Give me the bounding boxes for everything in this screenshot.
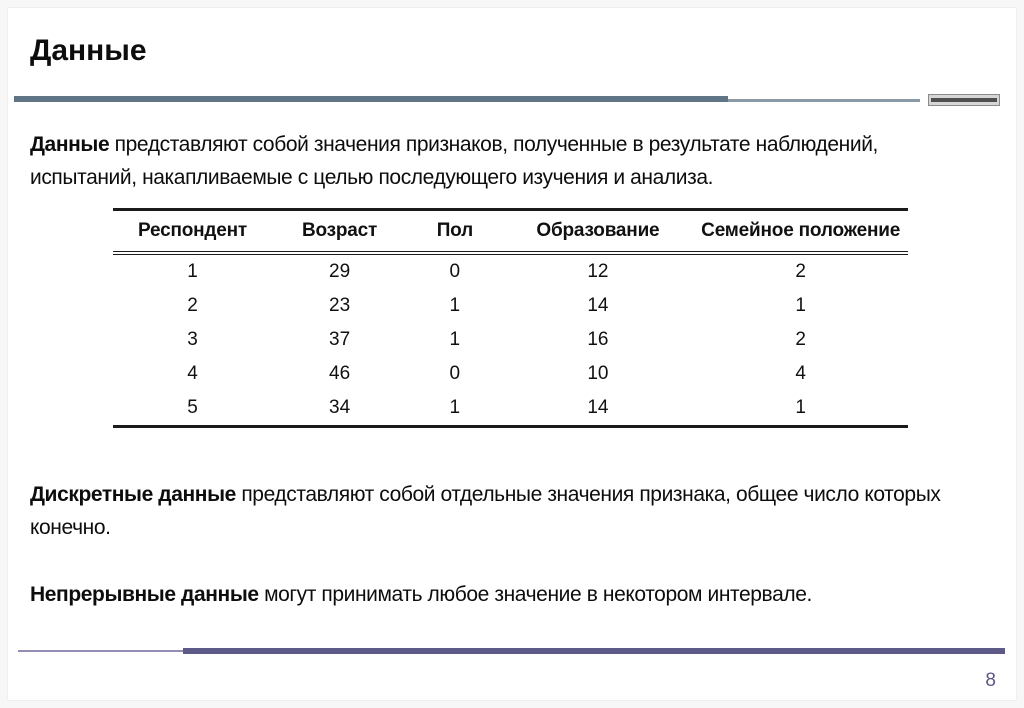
- table-cell: 2: [187, 295, 198, 316]
- table-cell: 2: [795, 329, 806, 350]
- table-cell: 4: [795, 363, 806, 384]
- column-header-marital-status: Семейное положение: [693, 210, 908, 254]
- table-cell: 2: [795, 261, 806, 282]
- table-row: [113, 391, 908, 427]
- table-cell: 1: [449, 397, 461, 418]
- header-rule-thin: [728, 99, 920, 102]
- table-cell: 1: [795, 397, 806, 418]
- table-cell: 0: [449, 363, 461, 384]
- page-number: 8: [985, 670, 996, 691]
- header-accent-box-bar: [931, 98, 997, 102]
- table-cell: 3: [187, 329, 198, 350]
- header-rule-thick: [14, 96, 728, 102]
- table-cell: 16: [587, 329, 609, 350]
- table-cell: 5: [187, 397, 198, 418]
- table-cell: 10: [587, 363, 609, 384]
- table-cell: 1: [449, 329, 461, 350]
- table-cell: 1: [795, 295, 806, 316]
- paragraph-lead-bold: Данные: [30, 133, 110, 156]
- table-head: [113, 210, 908, 254]
- table-header-row: [113, 210, 908, 254]
- column-header-age: Возраст: [272, 210, 407, 254]
- paragraph-data-definition: [30, 128, 985, 194]
- table-cell: 4: [187, 363, 198, 384]
- column-header-education: Образование: [503, 210, 694, 254]
- respondents-table: [113, 208, 908, 428]
- table-row: [113, 289, 908, 323]
- table-body: [113, 253, 908, 427]
- table-cell: 29: [329, 261, 351, 282]
- table-cell: 23: [329, 295, 351, 316]
- table-cell: 34: [329, 397, 351, 418]
- paragraph-lead-bold: Дискретные данные: [30, 483, 236, 506]
- footer-rule-thick: [183, 648, 1005, 654]
- paragraph-text: представляют собой отдельные значения признака, общее число которых конечно.: [30, 483, 941, 539]
- paragraph-discrete-data: [30, 478, 985, 544]
- table-cell: 46: [329, 363, 351, 384]
- paragraph-text: представляют собой значения признаков, полученные в результате наблюдений, испытаний, накапливаемые с целью последующего изучения и анализа.: [30, 133, 878, 189]
- column-header-sex: Пол: [407, 210, 502, 254]
- table-cell: 14: [587, 397, 609, 418]
- table-row: [113, 357, 908, 391]
- paragraph-text: могут принимать любое значение в некотором интервале.: [258, 583, 812, 606]
- table-cell: 1: [187, 261, 198, 282]
- table-cell: 0: [449, 261, 461, 282]
- footer-rule-thin: [18, 650, 183, 652]
- table-cell: 12: [587, 261, 609, 282]
- table-cell: 1: [449, 295, 461, 316]
- table-cell: 14: [587, 295, 609, 316]
- table-row: [113, 323, 908, 357]
- respondents-table-wrap: [113, 208, 908, 428]
- table-row: [113, 253, 908, 289]
- column-header-respondent: Респондент: [113, 210, 272, 254]
- paragraph-continuous-data: [30, 578, 985, 611]
- header-accent-box: [928, 94, 1000, 106]
- table-cell: 37: [329, 329, 351, 350]
- slide-title: Данные: [30, 34, 147, 67]
- paragraph-lead-bold: Непрерывные данные: [30, 583, 259, 606]
